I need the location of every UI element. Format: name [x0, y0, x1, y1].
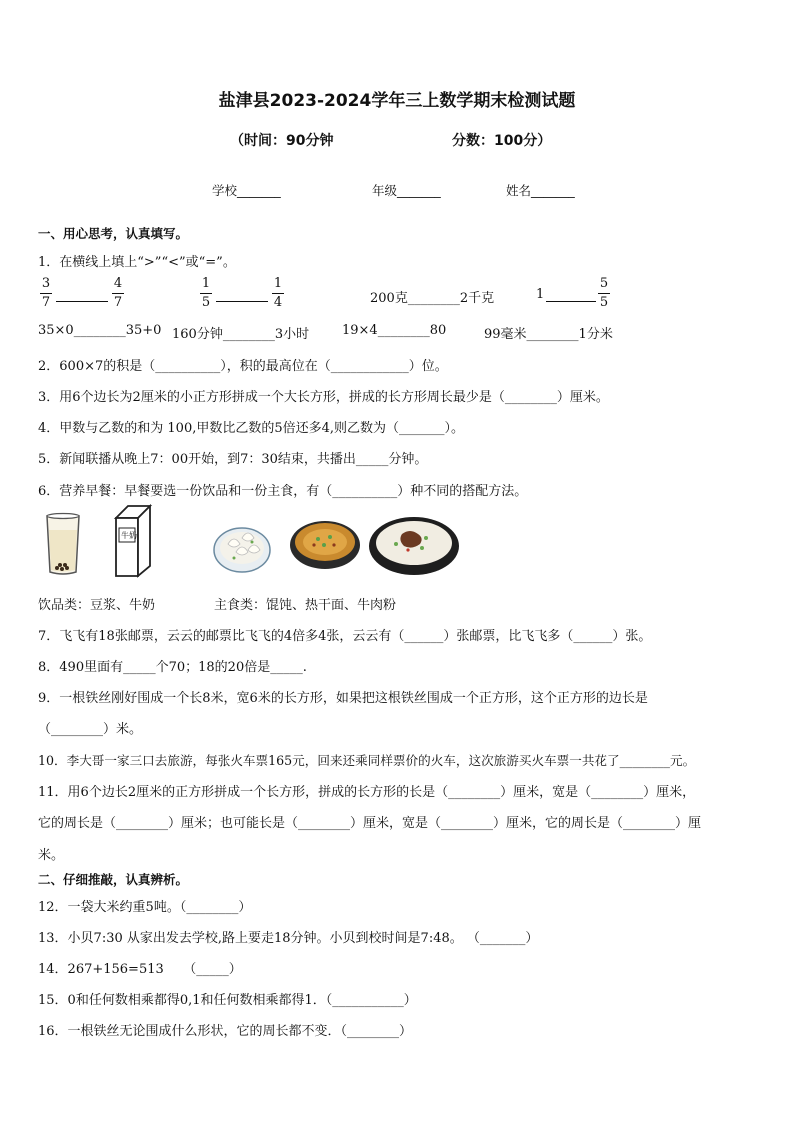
answer-blank[interactable] — [546, 301, 596, 302]
numerator: 4 — [113, 276, 123, 291]
compare-99mm: 99毫米________1分米 — [484, 327, 613, 342]
name-field: 姓名_______ — [506, 183, 575, 198]
denominator: 7 — [41, 295, 51, 310]
milk-carton-label: 牛奶 — [121, 531, 137, 540]
food-options: 主食类：馄饨、热干面、牛肉粉 — [214, 598, 397, 613]
numerator: 5 — [599, 276, 609, 291]
fraction-4-7 — [112, 276, 124, 311]
question-11-end: 米。 — [38, 848, 65, 863]
drink-options: 饮品类：豆浆、牛奶 — [38, 598, 156, 613]
question-15: 15．0和任何数相乘都得0,1和任何数相乘都得1．（___________） — [38, 993, 417, 1008]
denominator: 7 — [113, 295, 123, 310]
fraction-1-4 — [272, 276, 284, 311]
school-field: 学校_______ — [212, 183, 281, 198]
question-10: 10．李大哥一家三口去旅游，每张火车票165元，回来还乘同样票价的火车，这次旅游买火车票一共花了________元。 — [38, 753, 696, 768]
question-2: 2．600×7的积是（__________），积的最高位在（____________）位。 — [38, 359, 448, 374]
hot-dry-noodles-image — [288, 515, 362, 571]
score-info: 分数：100分） — [452, 133, 552, 149]
question-3: 3．用6个边长为2厘米的小正方形拼成一个大长方形，拼成的长方形周长最少是（________）厘米。 — [38, 390, 609, 405]
fraction-1-5 — [200, 276, 212, 311]
milk-carton-image — [108, 502, 154, 580]
question-1: 1．在横线上填上“>”“<”或“=”。 — [38, 255, 236, 270]
page-title: 盐津县2023-2024学年三上数学期末检测试题 — [218, 91, 576, 111]
compare-19x4: 19×4________80 — [342, 323, 447, 338]
question-9: 9．一根铁丝刚好围成一个长8米，宽6米的长方形，如果把这根铁丝围成一个正方形，这个正方形的边长是 — [38, 691, 648, 706]
question-13: 13．小贝7:30 从家出发去学校,路上要走18分钟。小贝到校时间是7:48。 （_______） — [38, 931, 539, 946]
fraction-3-7 — [40, 276, 52, 311]
denominator: 4 — [273, 295, 283, 310]
numerator: 1 — [201, 276, 211, 291]
question-7: 7．飞飞有18张邮票，云云的邮票比飞飞的4倍多4张，云云有（______）张邮票，比飞飞多（______）张。 — [38, 629, 652, 644]
answer-blank[interactable] — [216, 301, 268, 302]
question-6: 6．营养早餐：早餐要选一份饮品和一份主食，有（__________）种不同的搭配方法。 — [38, 484, 528, 499]
grade-field: 年级_______ — [372, 183, 441, 198]
numerator: 1 — [273, 276, 283, 291]
question-12: 12．一袋大米约重5吨。（________） — [38, 900, 252, 915]
denominator: 5 — [599, 295, 609, 310]
section-1-title: 一、用心思考，认真填写。 — [38, 226, 189, 241]
denominator: 5 — [201, 295, 211, 310]
question-5: 5．新闻联播从晚上7：00开始，到7：30结束，共播出_____分钟。 — [38, 452, 428, 467]
question-8: 8．490里面有_____个70；18的20倍是_____. — [38, 660, 307, 675]
compare-200g-2kg: 200克________2千克 — [370, 291, 495, 306]
question-16: 16．一根铁丝无论围成什么形状，它的周长都不变．（________） — [38, 1024, 413, 1039]
question-9-cont: （________）米。 — [38, 722, 143, 737]
question-11-cont: 它的周长是（________）厘米；也可能长是（________）厘米，宽是（________）厘米，它的周长是（________）厘 — [38, 816, 702, 831]
beef-noodle-image — [368, 514, 460, 576]
numerator: 3 — [41, 276, 51, 291]
section-2-title: 二、仔细推敲，认真辨析。 — [38, 872, 189, 887]
question-14: 14．267+156=513 （_____） — [38, 962, 242, 977]
time-info: （时间：90分钟 — [230, 133, 334, 149]
question-11: 11．用6个边长2厘米的正方形拼成一个长方形，拼成的长方形的长是（________）厘米，宽是（________）厘米， — [38, 785, 696, 800]
soy-milk-glass-image — [44, 512, 82, 578]
fraction-5-5 — [598, 276, 610, 311]
compare-160min: 160分钟________3小时 — [172, 327, 310, 342]
compare-35x0: 35×0________35+0 — [38, 323, 162, 338]
compare-one: 1 — [536, 287, 545, 302]
answer-blank[interactable] — [56, 301, 108, 302]
wonton-image — [212, 514, 272, 576]
question-4: 4．甲数与乙数的和为 100,甲数比乙数的5倍还多4,则乙数为（_______）。 — [38, 421, 465, 436]
